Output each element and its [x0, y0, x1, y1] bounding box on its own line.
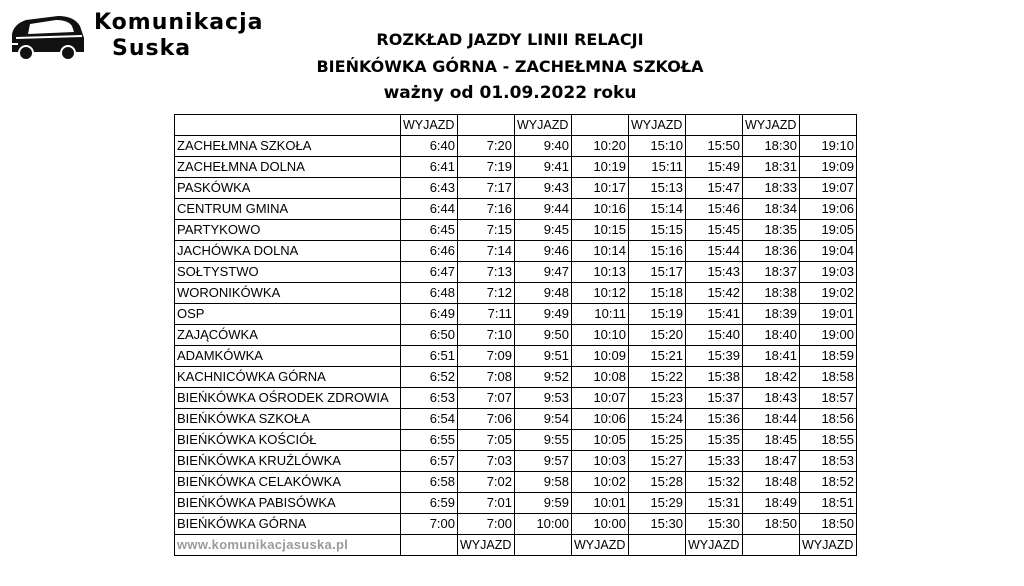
departure-time: 6:59: [401, 493, 458, 514]
departure-time: 15:21: [629, 346, 686, 367]
departure-time: 7:11: [458, 304, 515, 325]
footer-cell: [629, 535, 686, 556]
departure-time: 10:03: [572, 451, 629, 472]
departure-time: 10:17: [572, 178, 629, 199]
departure-time: 6:44: [401, 199, 458, 220]
departure-time: 18:42: [743, 367, 800, 388]
departure-time: 18:34: [743, 199, 800, 220]
departure-time: 15:15: [629, 220, 686, 241]
logo-text-line2: Suska: [112, 36, 192, 61]
table-row: [175, 262, 857, 283]
header-cell: WYJAZD: [401, 115, 458, 136]
page-title-block: [250, 26, 770, 107]
table-row: [175, 157, 857, 178]
departure-time: 15:25: [629, 430, 686, 451]
departure-time: 6:46: [401, 241, 458, 262]
departure-time: 6:49: [401, 304, 458, 325]
table-row: [175, 199, 857, 220]
header-stop-cell: [175, 115, 401, 136]
departure-time: 10:20: [572, 136, 629, 157]
departure-time: 6:41: [401, 157, 458, 178]
departure-time: 15:22: [629, 367, 686, 388]
departure-time: 18:43: [743, 388, 800, 409]
departure-time: 18:38: [743, 283, 800, 304]
stop-name: SOŁTYSTWO: [175, 262, 401, 283]
departure-time: 18:41: [743, 346, 800, 367]
departure-time: 18:40: [743, 325, 800, 346]
header-cell: WYJAZD: [629, 115, 686, 136]
departure-time: 7:00: [458, 514, 515, 535]
departure-time: 7:13: [458, 262, 515, 283]
title-line-2: BIEŃKÓWKA GÓRNA - ZACHEŁMNA SZKOŁA: [316, 57, 704, 76]
departure-time: 9:55: [515, 430, 572, 451]
header-cell: WYJAZD: [743, 115, 800, 136]
departure-time: 18:52: [800, 472, 857, 493]
stop-name: BIEŃKÓWKA KRUŹLÓWKA: [175, 451, 401, 472]
footer-cell: WYJAZD: [686, 535, 743, 556]
table-row: [175, 220, 857, 241]
departure-time: 15:30: [686, 514, 743, 535]
header-row: [175, 115, 857, 136]
departure-time: 7:09: [458, 346, 515, 367]
header-cell: WYJAZD: [515, 115, 572, 136]
table-row: [175, 388, 857, 409]
departure-time: 10:07: [572, 388, 629, 409]
departure-time: 18:59: [800, 346, 857, 367]
departure-time: 10:12: [572, 283, 629, 304]
table-row: [175, 472, 857, 493]
departure-time: 15:10: [629, 136, 686, 157]
footer-row: [175, 535, 857, 556]
departure-time: 6:55: [401, 430, 458, 451]
stop-name: KACHNICÓWKA GÓRNA: [175, 367, 401, 388]
departure-time: 10:15: [572, 220, 629, 241]
stop-name: JACHÓWKA DOLNA: [175, 241, 401, 262]
logo-text-line1: Komunikacja: [94, 10, 264, 35]
departure-time: 9:51: [515, 346, 572, 367]
departure-time: 15:23: [629, 388, 686, 409]
departure-time: 18:56: [800, 409, 857, 430]
stop-name: ZACHEŁMNA SZKOŁA: [175, 136, 401, 157]
departure-time: 15:32: [686, 472, 743, 493]
departure-time: 15:44: [686, 241, 743, 262]
departure-time: 15:24: [629, 409, 686, 430]
company-logo: [8, 6, 278, 66]
departure-time: 9:45: [515, 220, 572, 241]
table-row: [175, 178, 857, 199]
departure-time: 18:58: [800, 367, 857, 388]
departure-time: 15:19: [629, 304, 686, 325]
departure-time: 19:10: [800, 136, 857, 157]
table-row: [175, 304, 857, 325]
departure-time: 15:49: [686, 157, 743, 178]
departure-time: 9:46: [515, 241, 572, 262]
departure-time: 18:45: [743, 430, 800, 451]
departure-time: 9:57: [515, 451, 572, 472]
stop-name: ZACHEŁMNA DOLNA: [175, 157, 401, 178]
departure-time: 9:48: [515, 283, 572, 304]
departure-time: 9:47: [515, 262, 572, 283]
departure-time: 15:27: [629, 451, 686, 472]
departure-time: 15:33: [686, 451, 743, 472]
departure-time: 18:49: [743, 493, 800, 514]
stop-name: PARTYKOWO: [175, 220, 401, 241]
departure-time: 15:35: [686, 430, 743, 451]
departure-time: 15:13: [629, 178, 686, 199]
departure-time: 7:20: [458, 136, 515, 157]
stop-name: PASKÓWKA: [175, 178, 401, 199]
departure-time: 18:48: [743, 472, 800, 493]
departure-time: 7:01: [458, 493, 515, 514]
table-row: [175, 241, 857, 262]
departure-time: 15:16: [629, 241, 686, 262]
table-row: [175, 346, 857, 367]
departure-time: 19:07: [800, 178, 857, 199]
departure-time: 9:53: [515, 388, 572, 409]
timetable: [174, 114, 857, 556]
departure-time: 10:11: [572, 304, 629, 325]
footer-cell: WYJAZD: [572, 535, 629, 556]
header-cell: [572, 115, 629, 136]
footer-cell: [515, 535, 572, 556]
departure-time: 19:05: [800, 220, 857, 241]
departure-time: 7:17: [458, 178, 515, 199]
departure-time: 7:05: [458, 430, 515, 451]
footer-cell: [743, 535, 800, 556]
departure-time: 18:51: [800, 493, 857, 514]
departure-time: 18:31: [743, 157, 800, 178]
departure-time: 18:50: [743, 514, 800, 535]
stop-name: ADAMKÓWKA: [175, 346, 401, 367]
departure-time: 18:53: [800, 451, 857, 472]
departure-time: 15:42: [686, 283, 743, 304]
departure-time: 19:01: [800, 304, 857, 325]
stop-name: ZAJĄCÓWKA: [175, 325, 401, 346]
departure-time: 15:41: [686, 304, 743, 325]
departure-time: 18:47: [743, 451, 800, 472]
departure-time: 15:36: [686, 409, 743, 430]
departure-time: 6:51: [401, 346, 458, 367]
departure-time: 6:43: [401, 178, 458, 199]
departure-time: 10:10: [572, 325, 629, 346]
departure-time: 15:50: [686, 136, 743, 157]
table-row: [175, 283, 857, 304]
departure-time: 10:08: [572, 367, 629, 388]
departure-time: 6:45: [401, 220, 458, 241]
departure-time: 9:41: [515, 157, 572, 178]
departure-time: 10:09: [572, 346, 629, 367]
table-row: [175, 409, 857, 430]
departure-time: 9:54: [515, 409, 572, 430]
departure-time: 10:00: [515, 514, 572, 535]
departure-time: 15:20: [629, 325, 686, 346]
departure-time: 9:52: [515, 367, 572, 388]
departure-time: 10:02: [572, 472, 629, 493]
footer-cell: WYJAZD: [458, 535, 515, 556]
departure-time: 7:19: [458, 157, 515, 178]
stop-name: BIEŃKÓWKA PABISÓWKA: [175, 493, 401, 514]
table-row: [175, 325, 857, 346]
stop-name: BIEŃKÓWKA OŚRODEK ZDROWIA: [175, 388, 401, 409]
table-row: [175, 451, 857, 472]
departure-time: 7:02: [458, 472, 515, 493]
table-row: [175, 367, 857, 388]
departure-time: 6:54: [401, 409, 458, 430]
departure-time: 15:30: [629, 514, 686, 535]
departure-time: 19:09: [800, 157, 857, 178]
departure-time: 9:44: [515, 199, 572, 220]
departure-time: 7:08: [458, 367, 515, 388]
footer-cell: WYJAZD: [800, 535, 857, 556]
departure-time: 19:06: [800, 199, 857, 220]
departure-time: 10:16: [572, 199, 629, 220]
departure-time: 9:40: [515, 136, 572, 157]
departure-time: 18:57: [800, 388, 857, 409]
departure-time: 9:59: [515, 493, 572, 514]
departure-time: 7:16: [458, 199, 515, 220]
departure-time: 18:37: [743, 262, 800, 283]
stop-name: BIEŃKÓWKA SZKOŁA: [175, 409, 401, 430]
footer-cell: [401, 535, 458, 556]
departure-time: 10:14: [572, 241, 629, 262]
departure-time: 15:11: [629, 157, 686, 178]
departure-time: 7:12: [458, 283, 515, 304]
stop-name: BIEŃKÓWKA CELAKÓWKA: [175, 472, 401, 493]
departure-time: 15:31: [686, 493, 743, 514]
table-row: [175, 514, 857, 535]
departure-time: 19:04: [800, 241, 857, 262]
departure-time: 9:50: [515, 325, 572, 346]
departure-time: 15:47: [686, 178, 743, 199]
departure-time: 9:49: [515, 304, 572, 325]
departure-time: 15:29: [629, 493, 686, 514]
title-line-1: ROZKŁAD JAZDY LINII RELACJI: [376, 30, 644, 49]
departure-time: 6:57: [401, 451, 458, 472]
departure-time: 18:50: [800, 514, 857, 535]
departure-time: 15:39: [686, 346, 743, 367]
departure-time: 9:43: [515, 178, 572, 199]
departure-time: 7:03: [458, 451, 515, 472]
departure-time: 9:58: [515, 472, 572, 493]
departure-time: 19:03: [800, 262, 857, 283]
departure-time: 10:06: [572, 409, 629, 430]
departure-time: 6:52: [401, 367, 458, 388]
stop-name: OSP: [175, 304, 401, 325]
departure-time: 15:38: [686, 367, 743, 388]
departure-time: 6:53: [401, 388, 458, 409]
departure-time: 10:05: [572, 430, 629, 451]
departure-time: 10:13: [572, 262, 629, 283]
website-watermark: www.komunikacjasuska.pl: [175, 535, 401, 556]
departure-time: 6:58: [401, 472, 458, 493]
stop-name: BIEŃKÓWKA KOŚCIÓŁ: [175, 430, 401, 451]
departure-time: 15:40: [686, 325, 743, 346]
header-cell: [686, 115, 743, 136]
departure-time: 19:02: [800, 283, 857, 304]
departure-time: 6:47: [401, 262, 458, 283]
stop-name: CENTRUM GMINA: [175, 199, 401, 220]
departure-time: 7:15: [458, 220, 515, 241]
departure-time: 18:30: [743, 136, 800, 157]
stop-name: BIEŃKÓWKA GÓRNA: [175, 514, 401, 535]
departure-time: 15:46: [686, 199, 743, 220]
header-cell: [458, 115, 515, 136]
departure-time: 15:37: [686, 388, 743, 409]
departure-time: 10:19: [572, 157, 629, 178]
departure-time: 18:39: [743, 304, 800, 325]
departure-time: 18:35: [743, 220, 800, 241]
departure-time: 6:48: [401, 283, 458, 304]
departure-time: 7:07: [458, 388, 515, 409]
departure-time: 7:00: [401, 514, 458, 535]
departure-time: 6:40: [401, 136, 458, 157]
departure-time: 15:14: [629, 199, 686, 220]
departure-time: 19:00: [800, 325, 857, 346]
table-row: [175, 430, 857, 451]
departure-time: 15:45: [686, 220, 743, 241]
table-row: [175, 493, 857, 514]
departure-time: 10:01: [572, 493, 629, 514]
departure-time: 18:44: [743, 409, 800, 430]
departure-time: 15:17: [629, 262, 686, 283]
departure-time: 7:14: [458, 241, 515, 262]
header-cell: [800, 115, 857, 136]
departure-time: 7:10: [458, 325, 515, 346]
departure-time: 15:18: [629, 283, 686, 304]
departure-time: 15:28: [629, 472, 686, 493]
departure-time: 6:50: [401, 325, 458, 346]
departure-time: 15:43: [686, 262, 743, 283]
table-row: [175, 136, 857, 157]
departure-time: 18:36: [743, 241, 800, 262]
stop-name: WORONIKÓWKA: [175, 283, 401, 304]
departure-time: 10:00: [572, 514, 629, 535]
departure-time: 18:55: [800, 430, 857, 451]
departure-time: 18:33: [743, 178, 800, 199]
departure-time: 7:06: [458, 409, 515, 430]
bus-icon: [8, 12, 86, 62]
validity-date: ważny od 01.09.2022 roku: [383, 83, 637, 103]
